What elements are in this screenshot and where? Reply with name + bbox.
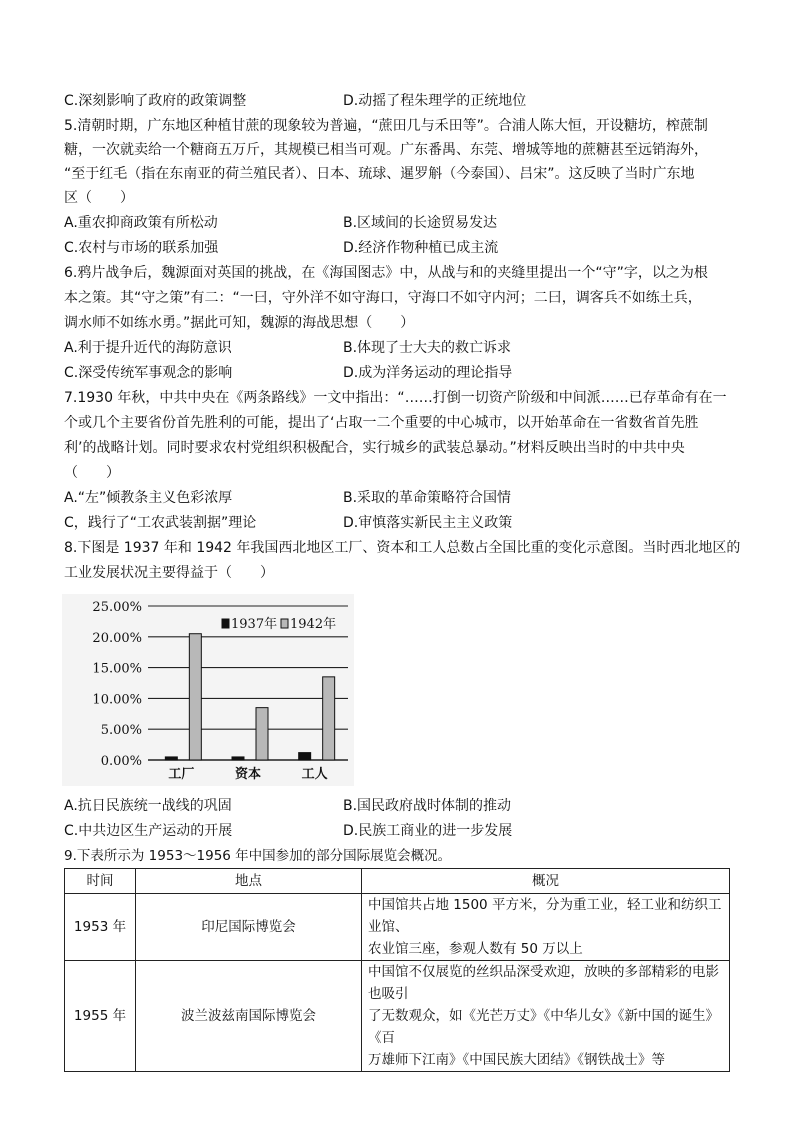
- q5-option-d: D.经济作物种植已成主流: [343, 240, 499, 256]
- q7-stem-line-3: 利’的战略计划。同时要求农村党组织积极配合，实行城乡的武装总暴动。”材料反映出当时的中共中央: [64, 440, 685, 456]
- q5-stem-line-1: 5.清朝时期，广东地区种植甘蔗的现象较为普遍，“蔗田几与禾田等”。合浦人陈大恒，开设糖坊，榨蔗制: [64, 118, 708, 134]
- row-desc-line: 中国馆共占地 1500 平方米，分为重工业，轻工业和纺织工业馆、: [368, 897, 722, 935]
- header-time: 时间: [65, 869, 136, 894]
- q6-option-b: B.体现了士大夫的救亡诉求: [343, 340, 512, 356]
- q5-stem-line-4: 区（ ）: [64, 190, 134, 206]
- header-overview: 概况: [362, 869, 730, 894]
- q7-option-a: A.“左”倾教条主义色彩浓厚: [64, 490, 233, 506]
- y-tick-label: 0.00%: [100, 754, 142, 769]
- q7-stem-line-1: 7.1930 年秋，中共中央在《两条路线》一文中指出：“……打倒一切资产阶级和中间派……已存革命有在一: [64, 390, 727, 406]
- row-desc: [362, 894, 730, 961]
- bar-a: [299, 753, 311, 760]
- bar-a: [232, 757, 244, 760]
- legend-swatch: [281, 619, 288, 628]
- table-row: [65, 961, 730, 1072]
- q7-stem-line-4: （ ）: [64, 465, 120, 481]
- q9-stem: 9.下表所示为 1953～1956 年中国参加的部分国际展览会概况。: [64, 848, 452, 864]
- q6-option-c: C.深受传统军事观念的影响: [64, 365, 233, 381]
- row-desc: [362, 961, 730, 1072]
- legend-label: 1942年: [290, 617, 337, 632]
- q7-stem-line-2: 个或几个主要省份首先胜利的可能，提出了‘占取一二个重要的中心城市，以开始革命在一省数省首先胜: [64, 415, 699, 431]
- row-desc-line: 农业馆三座，参观人数有 50 万以上: [368, 941, 583, 957]
- q8-option-b: B.国民政府战时体制的推动: [343, 798, 512, 814]
- row-desc-line: 了无数观众，如《光芒万丈》《中华儿女》《新中国的诞生》《百: [368, 1008, 719, 1046]
- legend-swatch: [222, 619, 229, 628]
- y-tick-label: 15.00%: [92, 661, 142, 677]
- bar-b: [256, 708, 268, 760]
- factory-capital-workers-bar-chart: [62, 594, 354, 786]
- x-tick-label: 工人: [301, 767, 328, 782]
- q7-option-d: D.审慎落实新民主主义政策: [343, 515, 513, 531]
- q5-stem-line-3: “至于红毛（指在东南亚的荷兰殖民者）、日本、琉球、暹罗斛（今泰国）、吕宋”。这反映了当时广东地: [64, 166, 695, 182]
- q6-stem-line-2: 本之策。其“守之策”有二：“一曰，守外洋不如守海口，守海口不如守内河；二曰，调客兵不如练土兵，: [64, 290, 702, 306]
- q4-option-d: D.动摇了程朱理学的正统地位: [343, 93, 527, 109]
- table-row: [65, 894, 730, 961]
- q5-option-b: B.区域间的长途贸易发达: [343, 215, 498, 231]
- q5-stem-line-2: 糖，一次就卖给一个糖商五万斤，其规模已相当可观。广东番禺、东莞、增城等地的蔗糖甚至远销海外，: [64, 142, 708, 158]
- y-tick-label: 20.00%: [92, 630, 142, 646]
- table-header-row: [65, 869, 730, 894]
- q6-stem-line-1: 6.鸦片战争后，魏源面对英国的挑战，在《海国图志》中，从战与和的夹缝里提出一个“守”字，以之为根: [64, 265, 708, 281]
- q8-option-d: D.民族工商业的进一步发展: [343, 823, 513, 839]
- q8-option-c: C.中共边区生产运动的开展: [64, 823, 233, 839]
- q8-stem-line-1: 8.下图是 1937 年和 1942 年我国西北地区工厂、资本和工人总数占全国比重的变化示意图。当时西北地区的: [64, 540, 741, 556]
- q5-option-c: C.农村与市场的联系加强: [64, 240, 219, 256]
- row-place: 印尼国际博览会: [136, 894, 362, 961]
- q8-stem-line-2: 工业发展状况主要得益于（ ）: [64, 565, 274, 581]
- q8-option-a: A.抗日民族统一战线的巩固: [64, 798, 232, 814]
- q6-option-a: A.利于提升近代的海防意识: [64, 340, 232, 356]
- q7-option-b: B.采取的革命策略符合国情: [343, 490, 512, 506]
- y-tick-label: 10.00%: [92, 692, 142, 708]
- row-place: 波兰波兹南国际博览会: [136, 961, 362, 1072]
- header-place: 地点: [136, 869, 362, 894]
- row-desc-line: 中国馆不仅展览的丝织品深受欢迎，放映的多部精彩的电影也吸引: [368, 964, 719, 1002]
- row-time: 1955 年: [65, 961, 136, 1072]
- q5-option-a: A.重农抑商政策有所松动: [64, 215, 218, 231]
- y-tick-label: 5.00%: [100, 723, 142, 739]
- row-desc-line: 万雄师下江南》《中国民族大团结》《钢铁战士》等: [368, 1052, 665, 1068]
- x-tick-label: 工厂: [168, 767, 195, 782]
- q6-stem-line-3: 调水师不如练水勇。”据此可知，魏源的海战思想（ ）: [64, 315, 415, 331]
- y-tick-label: 25.00%: [92, 600, 142, 615]
- bar-b: [189, 634, 201, 760]
- x-tick-label: 资本: [234, 767, 262, 782]
- bar-a: [165, 757, 177, 760]
- q4-option-c: C.深刻影响了政府的政策调整: [64, 93, 247, 109]
- q6-option-d: D.成为洋务运动的理论指导: [343, 365, 513, 381]
- bar-b: [323, 677, 335, 760]
- legend-label: 1937年: [231, 617, 278, 632]
- row-time: 1953 年: [65, 894, 136, 961]
- q7-option-c: C，践行了“工农武装割据”理论: [64, 515, 257, 531]
- exhibition-table: [64, 868, 730, 1072]
